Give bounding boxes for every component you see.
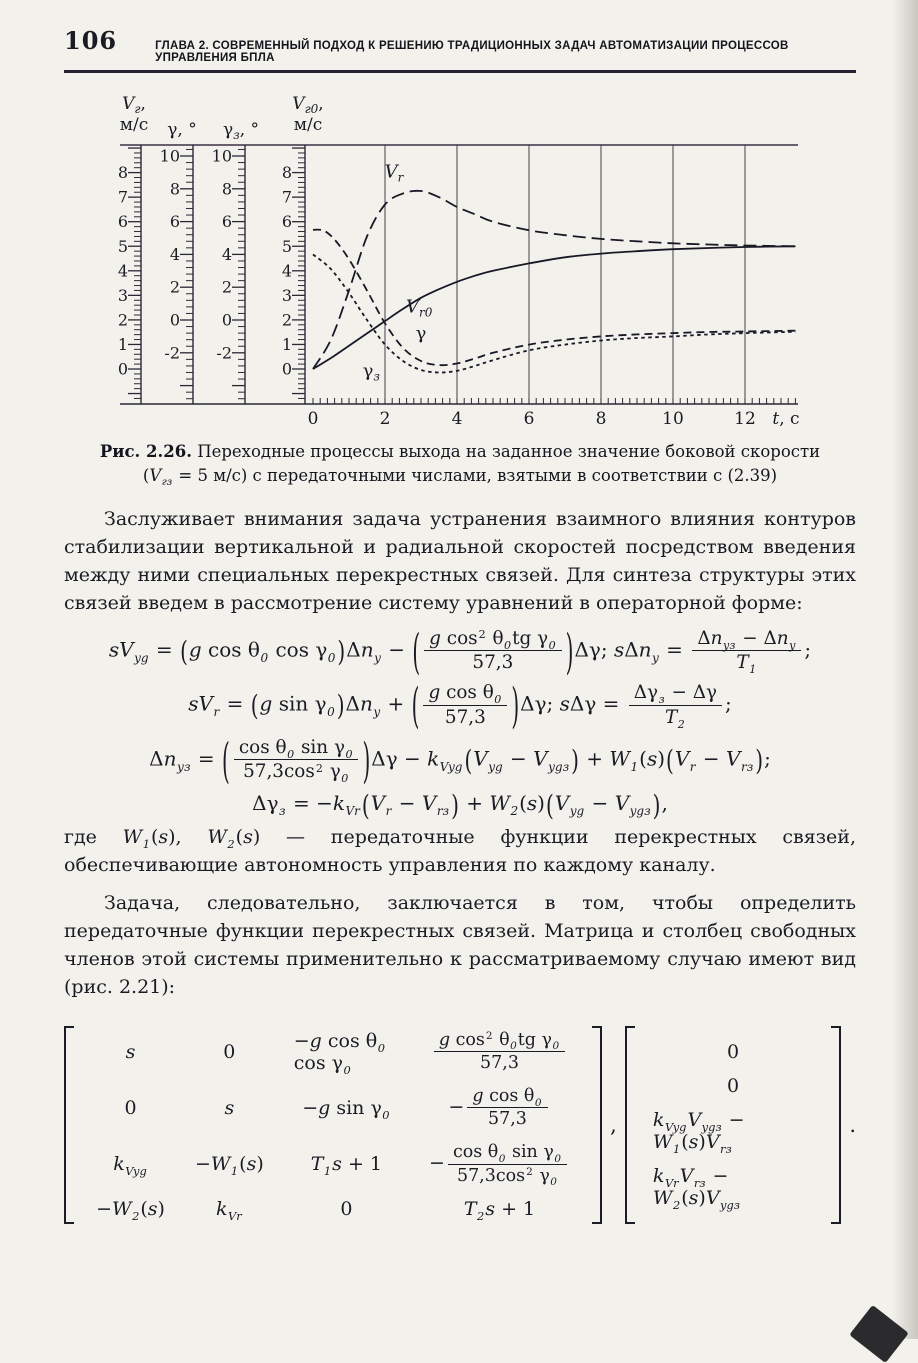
svg-text:8: 8 [221, 179, 232, 199]
svg-text:м/с: м/с [119, 115, 149, 135]
free-terms-vector [643, 1035, 823, 1215]
matrix-cell: $T_1s + 1$ [310, 1153, 383, 1179]
caption-line-2: ($V_{гз} = 5$ м/с) с передаточными числами, взятыми в соответствии с (2.39) [142, 465, 778, 489]
svg-text:2: 2 [221, 277, 232, 297]
svg-text:4: 4 [281, 261, 292, 281]
equation-3: $\Delta n_{уз}$ = ( $\frac{\cos \theta_0 \sin \gamma_0}{57,3\cos^2 \gamma_0}$ )$\Delta\gamma - k_{Vyg}$ ($V_{yg} - V_{ygз}$ ) + $W_1(s)(V_r - V_{rз}$ ); [149, 730, 771, 789]
svg-text:0: 0 [281, 359, 292, 379]
matrix-cell: $T_2s + 1$ [463, 1198, 536, 1224]
transient-processes-plot [108, 92, 808, 432]
svg-text:4: 4 [117, 261, 128, 281]
svg-text:γз, °: $\gamma_з$, ° [222, 120, 260, 142]
svg-text:6: 6 [281, 212, 292, 232]
svg-text:Vг0,: $V_{г0}$, [292, 94, 324, 116]
matrix-separator: , [610, 1112, 617, 1137]
svg-text:Vr0: $V_{r0}$ [406, 296, 433, 320]
svg-text:6: 6 [221, 212, 232, 232]
svg-text:-2: -2 [216, 343, 232, 363]
matrix-terminator: . [849, 1112, 856, 1137]
svg-text:8: 8 [169, 179, 180, 199]
svg-text:0: 0 [307, 409, 319, 429]
svg-text:Vr: $V_r$ [384, 161, 404, 185]
svg-text:8: 8 [117, 163, 128, 183]
svg-text:0: 0 [117, 359, 128, 379]
chapter-title: ГЛАВА 2. СОВРЕМЕННЫЙ ПОДХОД К РЕШЕНИЮ ТРАДИЦИОННЫХ ЗАДАЧ АВТОМАТИЗАЦИИ ПРОЦЕССОВ УПРАВЛЕНИЯ БПЛА [155, 40, 789, 64]
matrix-cell: 0 [124, 1096, 137, 1119]
equation-1: $sV_{yg} = (g$ $\cos \theta_0$ $\cos \gamma_0$ )$\Delta n_y$ − ( $\frac{g \cos^2 \theta_0tg \gamma_0}{57,3}$ )Δγ; sΔn$_y$ = $\frac{\Delta n_{уз} - \Delta n_y}{T_1}$ ; [108, 622, 812, 680]
svg-text:0: 0 [169, 310, 180, 330]
matrix-cell: s [125, 1040, 136, 1063]
vector-cell: 0 [727, 1074, 740, 1097]
matrix-cell: −g $\cos \theta_0$ $\cos \gamma_0$ [293, 1029, 385, 1077]
matrix-cell: $-W_1(s)$ [194, 1153, 264, 1179]
y-axis-v1 [118, 94, 148, 404]
matrix-cell: 0 [340, 1198, 353, 1221]
matrix-cell: − $\frac{g \cos \theta_0}{57,3}$ [448, 1086, 550, 1130]
svg-text:2: 2 [281, 310, 292, 330]
svg-text:2: 2 [169, 277, 180, 297]
page-header [64, 26, 856, 73]
vector-bracket-right [831, 1026, 841, 1225]
svg-text:2: 2 [379, 409, 391, 429]
svg-text:10: 10 [662, 409, 684, 429]
svg-text:4: 4 [221, 244, 232, 264]
svg-text:5: 5 [281, 236, 292, 256]
matrix-cell: 0 [223, 1040, 236, 1063]
figure-caption [64, 440, 856, 488]
svg-text:6: 6 [117, 212, 128, 232]
svg-text:7: 7 [281, 187, 292, 207]
system-matrix [82, 1024, 584, 1227]
svg-text:3: 3 [281, 285, 292, 305]
matrix-cell: $k_{Vyg}$ [113, 1153, 147, 1179]
svg-text:м/с: м/с [293, 115, 323, 135]
svg-text:5: 5 [117, 236, 128, 256]
paragraph-task: Задача, следовательно, заключается в том, чтобы определить передаточные функции перекрестных связей. Матрица и столбец свободных членов этой системы применительно к рассматриваемому случаю имеют вид (рис. 2.21): [64, 891, 856, 998]
header-rule [64, 70, 856, 73]
page-body [64, 506, 856, 1226]
svg-text:2: 2 [117, 310, 128, 330]
y-axis-g1 [160, 120, 197, 404]
svg-text:γ: γ [415, 322, 427, 344]
svg-text:1: 1 [281, 334, 292, 354]
svg-text:10: 10 [211, 146, 232, 166]
svg-text:1: 1 [117, 334, 128, 354]
vector-cell: 0 [727, 1040, 740, 1063]
svg-text:10: 10 [159, 146, 180, 166]
svg-text:6: 6 [169, 212, 180, 232]
caption-label: Рис. 2.26. [99, 442, 192, 461]
page-number: 106 [64, 26, 118, 55]
svg-text:4: 4 [451, 409, 463, 429]
paragraph-intro: Заслуживает внимания задача устранения взаимного влияния контуров стабилизации вертикальной и радиальной скоростей посредством введения между ними специальных перекрестных связей. Для синтеза структуры этих связей введем в рассмотрение систему уравнений в операторной форме: [64, 508, 856, 614]
matrix-cell: −g $\sin \gamma_0$ [302, 1096, 390, 1123]
svg-text:8: 8 [595, 409, 607, 429]
x-axis [308, 398, 800, 429]
svg-text:4: 4 [169, 244, 180, 264]
equation-2: $sV_r = (g$ $\sin \gamma_0$ )$\Delta n_y$ + ( $\frac{g \cos \theta_0}{57,3}$ )Δγ; sΔγ = $\frac{\Delta\gamma_з - \Delta\gamma}{T_2}$ ; [188, 676, 732, 735]
matrix-cell: $-W_2(s)$ [96, 1198, 165, 1224]
svg-text:Vг,: $V_г$, [122, 94, 146, 116]
vector-bracket-left [625, 1026, 635, 1225]
scan-page-edge [892, 0, 918, 1339]
svg-text:γз: $\gamma_з$ [362, 360, 380, 384]
matrix-cell: $\frac{g \cos^2 \theta_0tg \gamma_0}{57,3}$ [431, 1030, 568, 1074]
y-axis-v2 [282, 94, 324, 404]
svg-text:0: 0 [221, 310, 232, 330]
vector-cell: $k_{Vyg}V_{ygз} - W_1(s)V_{rз}$ [652, 1108, 745, 1157]
caption-text-1: Переходные процессы выхода на заданное значение боковой скорости [197, 442, 821, 461]
svg-text:8: 8 [281, 163, 292, 183]
svg-text:12: 12 [734, 409, 756, 429]
svg-text:-2: -2 [164, 343, 180, 363]
svg-text:3: 3 [117, 285, 128, 305]
matrix-bracket-right [592, 1026, 602, 1225]
svg-text:t, с: t, с [772, 409, 800, 429]
matrix-cell: − $\frac{\cos \theta_0 \sin \gamma_0}{57,3\cos^2 \gamma_0}$ [429, 1142, 570, 1186]
matrix-equation [64, 1024, 856, 1227]
y-axis-g2 [212, 120, 259, 404]
matrix-bracket-left [64, 1026, 74, 1225]
vector-cell: $k_{Vr}V_{rз} - W_2(s)V_{ygз}$ [652, 1164, 740, 1213]
paragraph-where: где $W_1(s)$, $W_2(s)$ — передаточные функции перекрестных связей, обеспечивающие автономность управления по каждому каналу. [64, 826, 857, 876]
caption-line-1 [64, 440, 856, 464]
figure-2-26-chart [108, 92, 808, 432]
svg-text:7: 7 [117, 187, 128, 207]
matrix-cell: s [224, 1096, 235, 1119]
matrix-cell: $k_{Vr}$ [216, 1198, 242, 1224]
equation-4: $\Delta\gamma_з = -k_{Vr}$ ($V_r - V_{rз}$ ) + $W_2(s)(V_{yg} - V_{ygз}$ ), [252, 787, 668, 822]
svg-text:γ, °: γ, ° [167, 120, 197, 140]
svg-text:6: 6 [523, 409, 535, 429]
